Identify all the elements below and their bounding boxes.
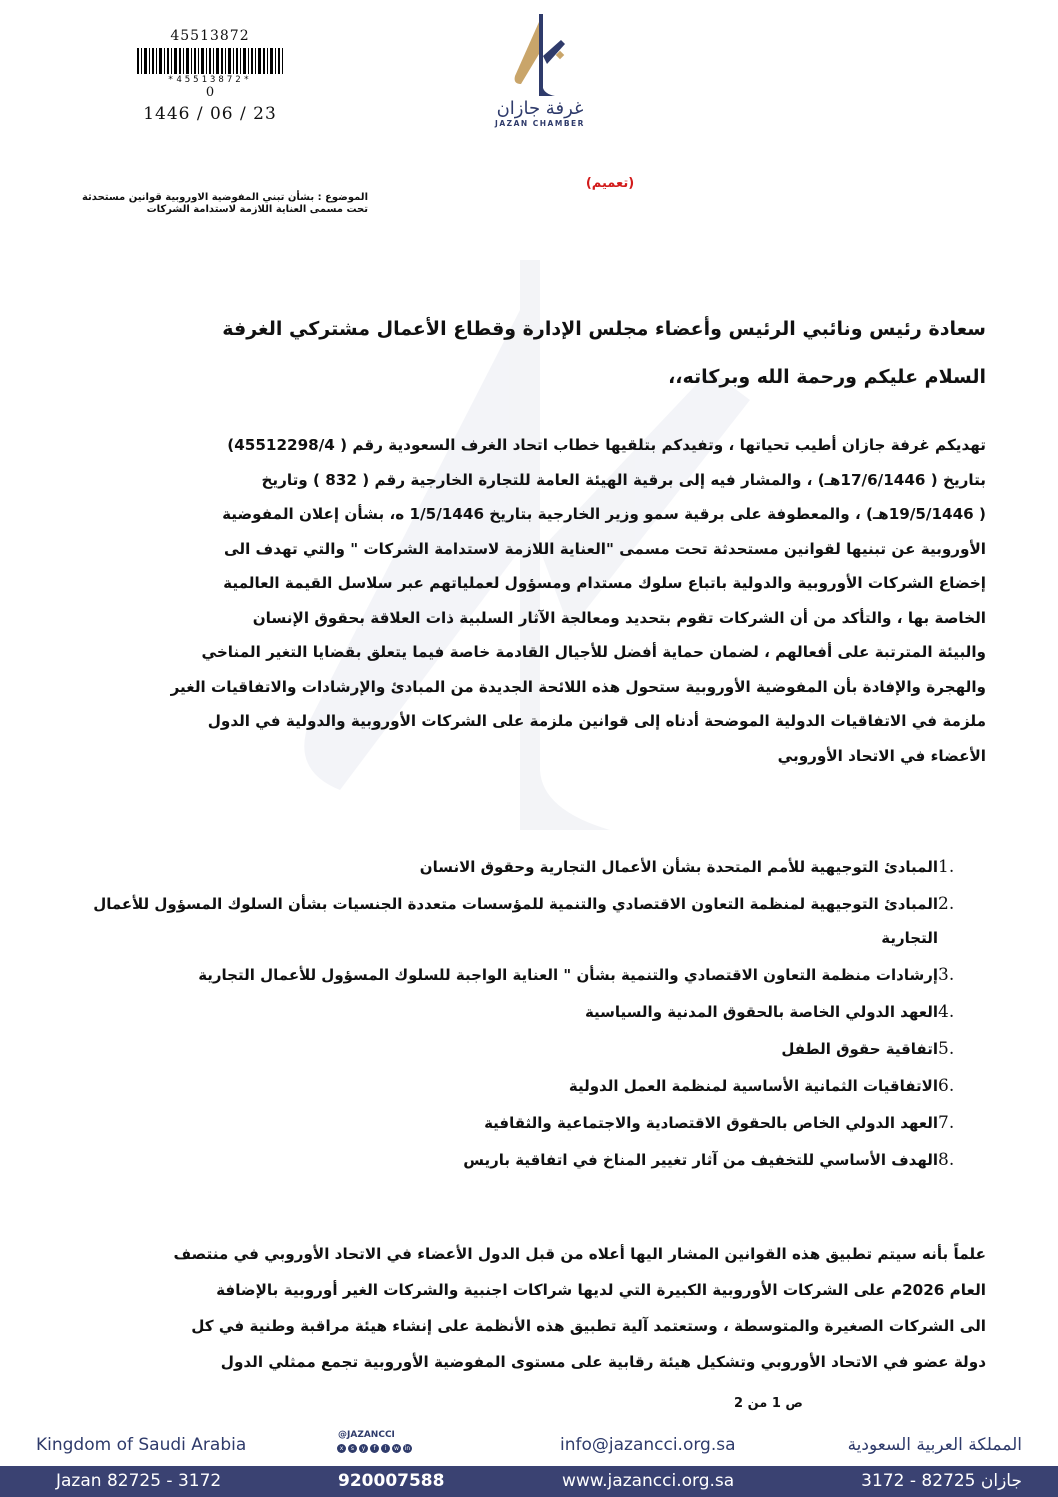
list-text: المبادئ التوجيهية للأمم المتحدة بشأن الأعمال التجارية وحقوق الانسان [419, 858, 938, 876]
list-number: 5. [938, 1039, 955, 1059]
x-twitter-icon[interactable]: x [337, 1444, 346, 1453]
closing-paragraph [66, 1236, 986, 1380]
whatsapp-icon[interactable]: w [392, 1444, 401, 1453]
linkedin-icon[interactable]: in [404, 1445, 411, 1452]
body-paragraph [66, 428, 986, 773]
list-text: إرشادات منظمة التعاون الاقتصادي والتنمية بشأن " العناية الواجبة للسلوك المسؤول للأعمال التجارية [198, 966, 938, 984]
copy-index: 0 [205, 85, 215, 100]
footer-website[interactable]: www.jazancci.org.sa [562, 1471, 735, 1491]
chamber-emblem-icon [505, 10, 575, 100]
subject-line: تحت مسمى العناية اللازمة لاستدامة الشركات [146, 204, 368, 215]
barcode [135, 48, 285, 74]
list-number: 1. [938, 857, 955, 877]
snapchat-icon[interactable]: s [348, 1444, 357, 1453]
youtube-icon[interactable]: y [359, 1444, 368, 1453]
list-number: 4. [938, 1002, 955, 1022]
closing-line: علماً بأنه سيتم تطبيق هذه القوانين المشار اليها أعلاه من قبل الدول الأعضاء في الاتحاد الأوروبي في منتصف [173, 1245, 986, 1263]
list-number: 2. [938, 894, 955, 914]
body-line: الأوروبية عن تبنيها لقوانين مستحدثة تحت مسمى "العناية اللازمة لاستدامة الشركات " والتي تهدف الى [224, 539, 986, 558]
list-item [80, 1106, 980, 1140]
list-item [80, 1143, 980, 1177]
list-item [80, 1069, 980, 1103]
list-text: اتفاقية حقوق الطفل [781, 1040, 938, 1058]
list-number: 7. [938, 1113, 955, 1133]
social-icons [337, 1444, 412, 1453]
reference-number: 45513872 [170, 28, 250, 44]
page-number: ص 1 من 2 [734, 1396, 803, 1411]
conventions-list [80, 850, 980, 1180]
list-text: الهدف الأساسي للتخفيف من آثار تغيير المناخ في اتفاقية باريس [463, 1151, 938, 1169]
body-line: ( 19/5/1446هـ) ، والمعطوفة على برقية سمو وزير الخارجية بتاريخ 1/5/1446 ه، بشأن إعلان المفوضية [222, 505, 986, 523]
body-line: والهجرة والإفادة بأن المفوضية الأوروبية ستحول هذه اللائحة الجديدة من المبادئ والإرشادات والاتفاقيات الغير [170, 677, 986, 696]
footer-contact-row [0, 1422, 1058, 1470]
reference-block [120, 28, 300, 124]
social-handle[interactable]: @JAZANCCI [338, 1430, 395, 1440]
footer-email[interactable]: info@jazancci.org.sa [560, 1435, 736, 1455]
subject-block [48, 192, 368, 216]
list-item [80, 887, 980, 955]
list-item [80, 850, 980, 884]
body-line: والبيئة المترتبة على أفعالهم ، لضمان حماية أفضل للأجيال القادمة خاصة فيما يتعلق بقضايا التغير المناخي [201, 643, 986, 661]
footer [0, 1422, 1058, 1497]
list-text: المبادئ التوجيهية لمنظمة التعاون الاقتصادي والتنمية للمؤسسات متعددة الجنسيات بشأن السلوك المسؤول للأعمال التجارية [93, 895, 938, 947]
footer-address-en: Jazan 82725 - 3172 [56, 1471, 222, 1491]
greeting: السلام عليكم ورحمة الله وبركاته،، [668, 366, 986, 388]
body-line: ملزمة في الاتفاقيات الدولية الموضحة أدناه إلى قوانين ملزمة على الشركات الأوروبية والدولية في الدول [207, 712, 986, 730]
closing-line: دولة عضو في الاتحاد الأوروبي وتشكيل هيئة رقابية على مستوى المفوضية الأوروبية تجمع ممثلي الدول [220, 1353, 986, 1371]
body-line: بتاريخ ( 17/6/1446هـ) ، والمشار فيه إلى برقية الهيئة العامة للتجارة الخارجية رقم ( 832 ) وتاريخ [261, 470, 986, 489]
closing-line: العام 2026م على الشركات الأوروبية الكبيرة التي لديها شراكات اجنبية والشركات الغير أوروبية بالإضافة [216, 1281, 986, 1299]
list-item [80, 958, 980, 992]
footer-country-ar: المملكة العربية السعودية [847, 1435, 1022, 1455]
chamber-logo [470, 10, 610, 128]
footer-address-ar: جازان 82725 - 3172 [861, 1471, 1022, 1491]
footer-bar [0, 1466, 1058, 1497]
list-number: 6. [938, 1076, 955, 1096]
facebook-icon[interactable]: f [370, 1444, 379, 1453]
list-item [80, 995, 980, 1029]
footer-phone[interactable]: 920007588 [338, 1471, 445, 1491]
list-item [80, 1032, 980, 1066]
closing-line: الى الشركات الصغيرة والمتوسطة ، وستعتمد آلية تطبيق هذه الأنظمة على إنشاء هيئة مراقبة وطنية في كل [191, 1317, 986, 1335]
list-text: العهد الدولي الخاصة بالحقوق المدنية والسياسية [584, 1003, 938, 1021]
logo-arabic-text: غرفة جازان [496, 98, 584, 119]
instagram-icon[interactable]: i [381, 1444, 390, 1453]
logo-english-text: JAZAN CHAMBER [495, 119, 585, 128]
barcode-text: *45513872* [167, 75, 253, 85]
subject-line: الموضوع : بشأن تبني المفوضية الاوروبية قوانين مستحدثة [81, 192, 368, 203]
list-text: الاتفاقيات الثمانية الأساسية لمنظمة العمل الدولية [568, 1077, 938, 1095]
circular-label: (تعميم) [585, 176, 635, 191]
footer-country-en: Kingdom of Saudi Arabia [36, 1435, 247, 1455]
body-line: الخاصة بها ، والتأكد من أن الشركات تقوم بتحديد ومعالجة الآثار السلبية ذات العلاقة بحقوق الإنسان [252, 608, 986, 627]
body-line: تهديكم غرفة جازان أطيب تحياتها ، وتفيدكم بتلقيها خطاب اتحاد الغرف السعودية رقم ( 45512298/4) [227, 436, 986, 454]
body-line: إخضاع الشركات الأوروبية والدولية باتباع سلوك مستدام ومسؤول لعملياتهم عبر سلاسل القيمة العالمية [223, 574, 986, 592]
body-line: الأعضاء في الاتحاد الأوروبي [777, 746, 986, 765]
list-text: العهد الدولي الخاص بالحقوق الاقتصادية والاجتماعية والثقافية [484, 1114, 938, 1132]
list-number: 3. [938, 965, 955, 985]
addressee: سعادة رئيس ونائبي الرئيس وأعضاء مجلس الإدارة وقطاع الأعمال مشتركي الغرفة [222, 318, 986, 340]
list-number: 8. [938, 1150, 955, 1170]
hijri-date: 1446 / 06 / 23 [143, 104, 277, 124]
